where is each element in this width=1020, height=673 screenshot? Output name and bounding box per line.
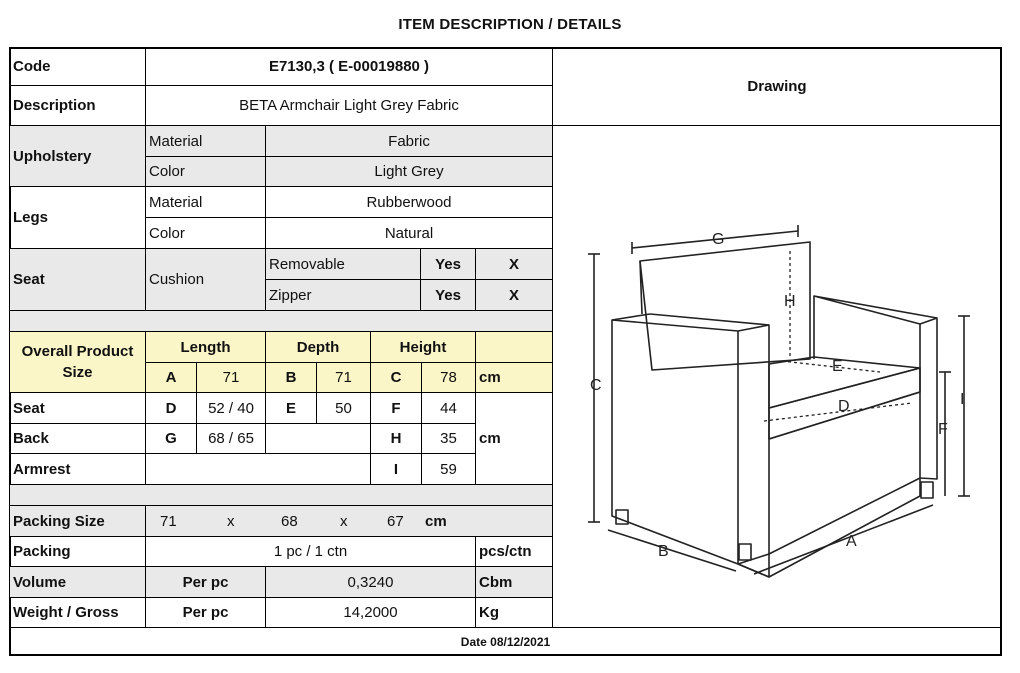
upholstery-material-value: Fabric <box>265 125 553 157</box>
drawing-label-i: I <box>960 391 965 408</box>
volume-label: Volume <box>9 566 146 598</box>
volume-value: 0,3240 <box>265 566 476 598</box>
drawing-label-b: B <box>658 543 669 560</box>
dim-e-label: E <box>265 392 317 424</box>
dim-d-value: 52 / 40 <box>196 392 266 424</box>
drawing-label-d: D <box>838 398 850 415</box>
seat-dims-label: Seat <box>9 392 146 424</box>
dim-c-value: 78 <box>421 362 476 393</box>
armchair-drawing <box>552 124 1003 627</box>
overall-unit: cm <box>475 362 553 393</box>
packing-size-length: 71 <box>160 513 177 530</box>
header-blank <box>475 331 553 363</box>
back-blank <box>265 423 371 454</box>
packing-size-width: 68 <box>281 513 298 530</box>
armrest-label: Armrest <box>9 453 146 485</box>
height-header: Height <box>370 331 476 363</box>
zipper-mark: X <box>475 279 553 311</box>
spacer-row-2 <box>9 484 553 506</box>
leg-back-right <box>921 482 933 498</box>
volume-per: Per pc <box>145 566 266 598</box>
code-value: E7130,3 ( E-00019880 ) <box>145 47 553 86</box>
seat-block-label: Seat <box>9 248 146 311</box>
leg-front-right <box>739 544 751 560</box>
packing-size-x2: x <box>340 513 348 530</box>
dim-h-label: H <box>370 423 422 454</box>
armchair-svg <box>552 124 1003 627</box>
zipper-value: Yes <box>420 279 476 311</box>
removable-label: Removable <box>265 248 421 280</box>
legs-color-value: Natural <box>265 217 553 249</box>
cushion-label: Cushion <box>145 248 266 311</box>
dim-b-value: 71 <box>316 362 371 393</box>
packing-size-height: 67 <box>387 513 404 530</box>
drawing-label-c: C <box>590 377 602 394</box>
spacer-row <box>9 310 553 332</box>
overall-size-label: Overall Product Size <box>9 331 146 393</box>
packing-size-row <box>145 505 553 537</box>
dim-d-label: D <box>145 392 197 424</box>
length-header: Length <box>145 331 266 363</box>
volume-unit: Cbm <box>475 566 553 598</box>
armrest-blank <box>145 453 371 485</box>
weight-label: Weight / Gross <box>9 597 146 628</box>
dim-i-label: I <box>370 453 422 485</box>
packing-value: 1 pc / 1 ctn <box>145 536 476 567</box>
packing-size-x1: x <box>227 513 235 530</box>
weight-per: Per pc <box>145 597 266 628</box>
packing-size-unit: cm <box>425 513 447 530</box>
drawing-header: Drawing <box>552 47 1002 126</box>
dim-g-value: 68 / 65 <box>196 423 266 454</box>
dim-i-value: 59 <box>421 453 476 485</box>
dim-f-value: 44 <box>421 392 476 424</box>
drawing-label-h: H <box>784 293 796 310</box>
dim-e-value: 50 <box>316 392 371 424</box>
packing-size-label: Packing Size <box>9 505 146 537</box>
code-label: Code <box>9 47 146 86</box>
legs-material-label: Material <box>145 186 266 218</box>
drawing-label-g: G <box>712 231 725 248</box>
packing-unit: pcs/ctn <box>475 536 553 567</box>
description-label: Description <box>9 85 146 126</box>
page-title: ITEM DESCRIPTION / DETAILS <box>398 16 622 33</box>
removable-value: Yes <box>420 248 476 280</box>
upholstery-color-label: Color <box>145 156 266 187</box>
drawing-label-f: F <box>938 421 948 438</box>
dim-a-label: A <box>145 362 197 393</box>
upholstery-label: Upholstery <box>9 125 146 187</box>
removable-mark: X <box>475 248 553 280</box>
weight-value: 14,2000 <box>265 597 476 628</box>
dim-c-label: C <box>370 362 422 393</box>
drawing-label-a: A <box>846 533 857 550</box>
right-arm-shape <box>814 296 937 479</box>
back-dims-label: Back <box>9 423 146 454</box>
depth-header: Depth <box>265 331 371 363</box>
dim-h-value: 35 <box>421 423 476 454</box>
upholstery-color-value: Light Grey <box>265 156 553 187</box>
zipper-label: Zipper <box>265 279 421 311</box>
weight-unit: Kg <box>475 597 553 628</box>
dim-b-label: B <box>265 362 317 393</box>
legs-color-label: Color <box>145 217 266 249</box>
base-shape <box>738 478 920 577</box>
upholstery-material-label: Material <box>145 125 266 157</box>
dim-f-label: F <box>370 392 422 424</box>
legs-material-value: Rubberwood <box>265 186 553 218</box>
dims-unit: cm <box>475 392 553 485</box>
dim-g-label: G <box>145 423 197 454</box>
date-footer: Date 08/12/2021 <box>9 627 1002 656</box>
description-value: BETA Armchair Light Grey Fabric <box>145 85 553 126</box>
legs-label: Legs <box>9 186 146 249</box>
dim-a-value: 71 <box>196 362 266 393</box>
packing-label: Packing <box>9 536 146 567</box>
drawing-label-e: E <box>832 358 843 375</box>
